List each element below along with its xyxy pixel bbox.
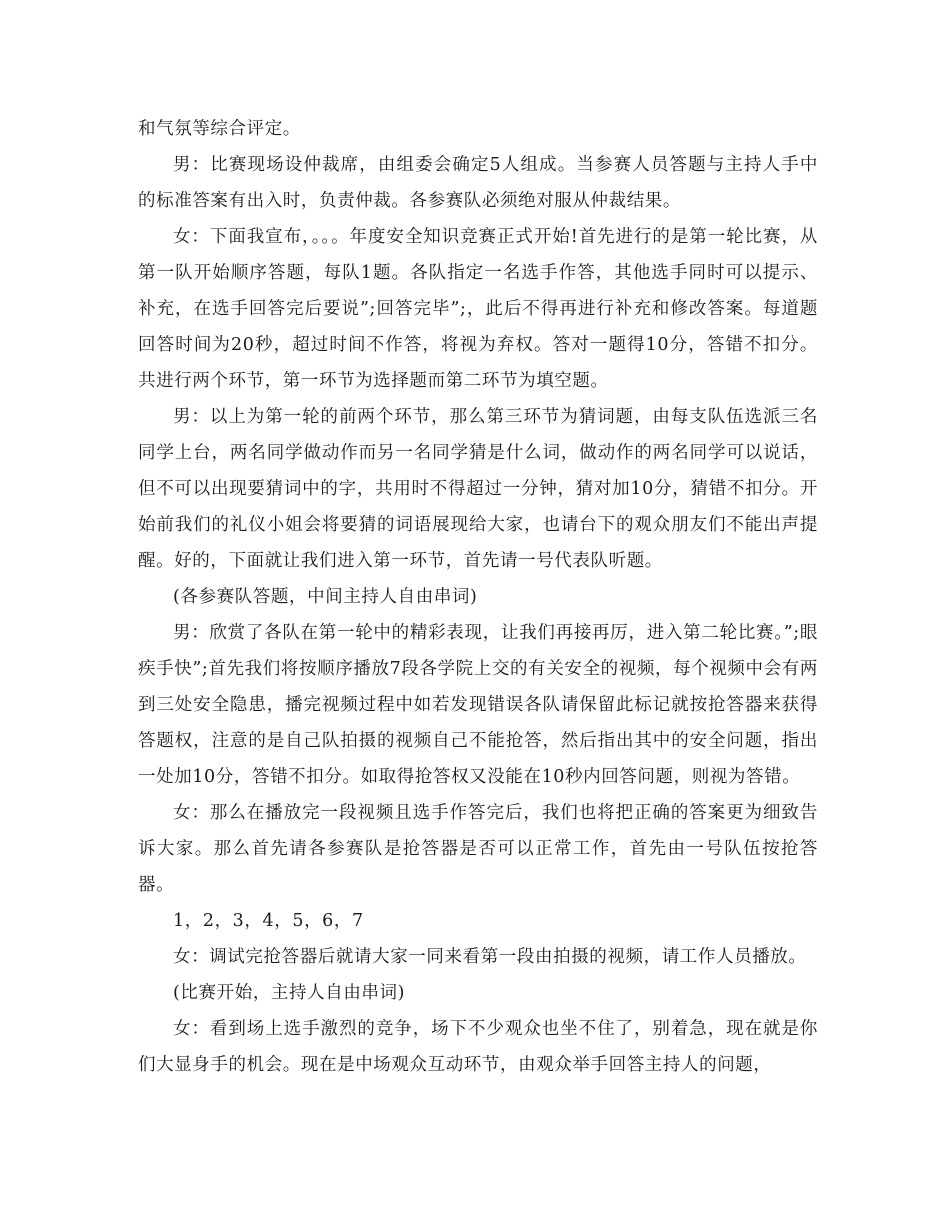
paragraph-9: 女：调试完抢答器后就请大家一同来看第一段由拍摄的视频，请工作人员播放。 xyxy=(173,947,807,967)
paragraph-6: 男：欣赏了各队在第一轮中的精彩表现，让我们再接再厉，进入第二轮比赛。”;眼疾手快”;首先我们将按顺序播放7段各学院上交的有关安全的视频，每个视频中会有两到三处安全隐患，播完视频过程中如若发现错误各队请保留此标记就按抢答器来获得答题权，注意的是自己队拍摄的视频自己不能抢答，然后指出其中的安全问题，指出一处加10分，答错不扣分。如取得抢答权又没能在10秒内回答问题，则视为答错。 xyxy=(138,623,818,787)
paragraph-5: (各参赛队答题，中间主持人自由串词) xyxy=(173,587,478,607)
paragraph-1: 和气氛等综合评定。 xyxy=(138,119,301,139)
paragraph-11: 女：看到场上选手激烈的竞争，场下不少观众也坐不住了，别着急，现在就是你们大显身手的机会。现在是中场观众互动环节，由观众举手回答主持人的问题， xyxy=(138,1019,818,1075)
paragraph-2: 男：比赛现场设仲裁席，由组委会确定5人组成。当参赛人员答题与主持人手中的标准答案有出入时，负责仲裁。各参赛队必须绝对服从仲裁结果。 xyxy=(138,155,818,211)
paragraph-3: 女：下面我宣布，。。。年度安全知识竞赛正式开始!首先进行的是第一轮比赛，从第一队开始顺序答题，每队1题。各队指定一名选手作答，其他选手同时可以提示、补充，在选手回答完后要说”;回答完毕”;，此后不得再进行补充和修改答案。每道题回答时间为20秒，超过时间不作答，将视为弃权。答对一题得10分，答错不扣分。共进行两个环节，第一环节为选择题而第二环节为填空题。 xyxy=(138,227,818,391)
paragraph-7: 女：那么在播放完一段视频且选手作答完后，我们也将把正确的答案更为细致告诉大家。那么首先请各参赛队是抢答器是否可以正常工作，首先由一号队伍按抢答器。 xyxy=(138,803,818,895)
document-body xyxy=(138,111,818,1083)
paragraph-10: (比赛开始，主持人自由串词) xyxy=(173,983,406,1003)
paragraph-4: 男：以上为第一轮的前两个环节，那么第三环节为猜词题，由每支队伍选派三名同学上台，两名同学做动作而另一名同学猜是什么词，做动作的两名同学可以说话，但不可以出现要猜词中的字，共用时不得超过一分钟，猜对加10分，猜错不扣分。开始前我们的礼仪小姐会将要猜的词语展现给大家，也请台下的观众朋友们不能出声提醒。好的，下面就让我们进入第一环节，首先请一号代表队听题。 xyxy=(138,407,818,571)
paragraph-8: 1，2，3，4，5，6，7 xyxy=(173,911,364,931)
